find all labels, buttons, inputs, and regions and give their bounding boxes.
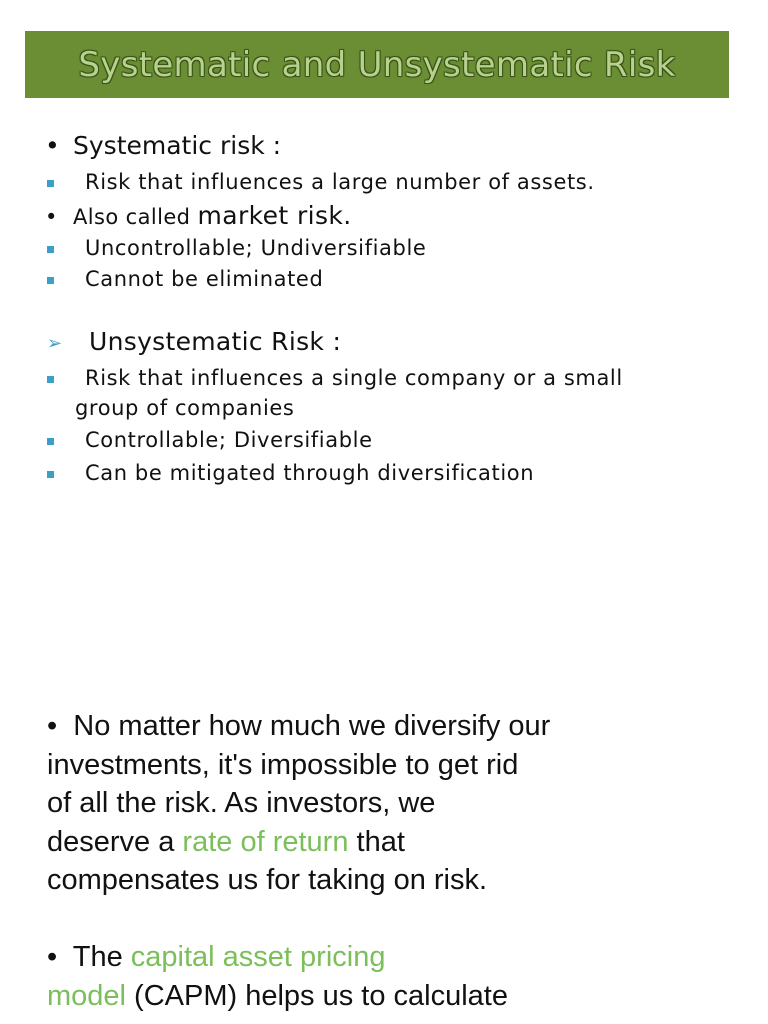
paragraph-line [47, 707, 747, 746]
also-called-prefix: Also called [73, 205, 191, 229]
square-bullet-icon [47, 246, 54, 253]
paragraph-line [47, 938, 747, 977]
paragraph-text: No matter how much we diversify our [73, 710, 551, 742]
bullet-dot: • [45, 131, 60, 160]
bullet-dot: • [47, 941, 58, 973]
arrow-bullet-icon: ➢ [47, 333, 63, 354]
systematic-heading-line [45, 131, 281, 160]
paragraph-text: (CAPM) helps us to calculate [126, 979, 508, 1012]
paragraph-line: of all the risk. As investors, we [47, 787, 436, 819]
unsystematic-point-2: Controllable; Diversifiable [85, 428, 373, 452]
unsystematic-heading: Unsystematic Risk : [89, 327, 342, 356]
square-bullet-icon [47, 438, 54, 445]
systematic-point-2: Uncontrollable; Undiversifiable [85, 236, 427, 260]
paragraph-text: deserve a [47, 825, 183, 858]
systematic-heading: Systematic risk : [73, 131, 282, 160]
paragraph-capm [47, 938, 747, 1015]
bullet-dot: • [45, 205, 58, 229]
rate-of-return-link[interactable]: rate of return [182, 825, 349, 858]
slide-title: Systematic and Unsystematic Risk [78, 44, 676, 85]
capm-link-part-2[interactable]: model [47, 979, 126, 1012]
market-risk-term: market risk. [197, 201, 352, 230]
square-bullet-icon [47, 180, 54, 187]
title-banner [25, 31, 729, 98]
unsystematic-point-1-line-1: Risk that influences a single company or a small [85, 366, 623, 390]
systematic-also-line [45, 201, 352, 230]
square-bullet-icon [47, 277, 54, 284]
paragraph-line: compensates us for taking on risk. [47, 864, 488, 896]
capm-link-part-1[interactable]: capital asset pricing [130, 941, 386, 973]
unsystematic-point-1-line-2: group of companies [75, 396, 295, 420]
bullet-dot: • [47, 710, 58, 742]
square-bullet-icon [47, 376, 54, 383]
systematic-point-1: Risk that influences a large number of assets. [85, 170, 595, 194]
paragraph-text: The [72, 941, 131, 973]
systematic-point-3: Cannot be eliminated [85, 267, 324, 291]
paragraph-text: that [348, 825, 405, 858]
square-bullet-icon [47, 471, 54, 478]
paragraph-line [47, 823, 747, 862]
paragraph-diversification [47, 707, 747, 900]
paragraph-line [47, 977, 747, 1016]
unsystematic-point-3: Can be mitigated through diversification [85, 461, 535, 485]
paragraph-line: investments, it's impossible to get rid [47, 748, 519, 781]
